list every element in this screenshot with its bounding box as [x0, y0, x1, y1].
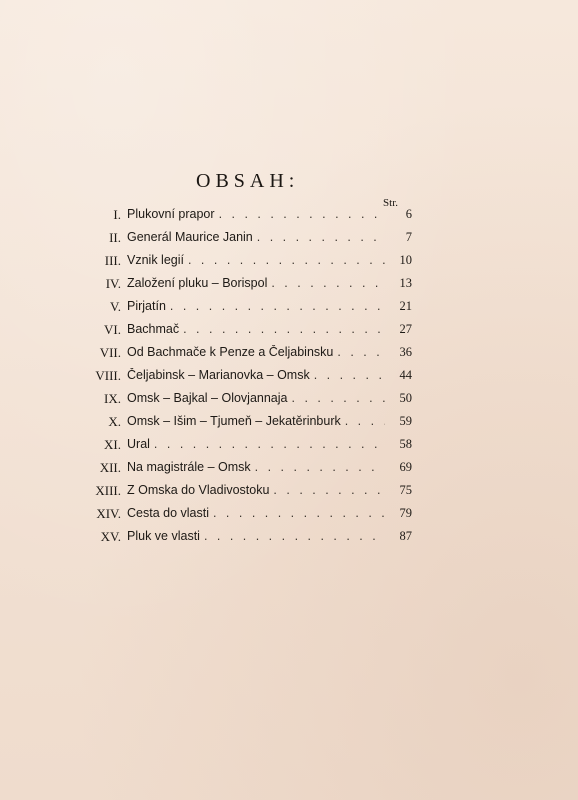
toc-entry [0, 414, 578, 436]
entry-number: III. [104, 253, 121, 268]
entry-title: Bachmač [127, 322, 180, 336]
entry-number: IX. [104, 391, 121, 406]
toc-entry [0, 368, 578, 390]
entry-page: 21 [399, 299, 412, 313]
entry-number: VII. [99, 345, 121, 360]
entry-number: V. [110, 299, 121, 314]
entry-line [127, 207, 385, 221]
toc-entry [0, 391, 578, 413]
dot-leader [257, 230, 385, 244]
entry-number: XIV. [96, 506, 121, 521]
entry-page: 44 [399, 368, 412, 382]
toc-entry [0, 230, 578, 252]
entry-number: XV. [100, 529, 121, 544]
entry-title: Na magistrále – Omsk [127, 460, 251, 474]
entry-title: Plukovní prapor [127, 207, 215, 221]
dot-leader [213, 506, 385, 520]
entry-title: Pluk ve vlasti [127, 529, 200, 543]
entry-title: Generál Maurice Janin [127, 230, 253, 244]
entry-line [127, 299, 385, 313]
entry-line [127, 506, 385, 520]
entry-page: 79 [399, 506, 412, 520]
entry-line [127, 391, 385, 405]
page-column-label: Str. [383, 197, 398, 209]
entry-number: XII. [99, 460, 121, 475]
entry-page: 87 [399, 529, 412, 543]
entry-title: Z Omska do Vladivostoku [127, 483, 270, 497]
toc-entry [0, 299, 578, 321]
entry-number: X. [108, 414, 121, 429]
dot-leader [255, 460, 385, 474]
entry-title: Založení pluku – Borispol [127, 276, 268, 290]
toc-entry [0, 207, 578, 229]
entry-title: Čeljabinsk – Marianovka – Omsk [127, 368, 310, 382]
dot-leader [204, 529, 385, 543]
toc-entry [0, 529, 578, 551]
dot-leader [219, 207, 385, 221]
entry-page: 7 [405, 230, 412, 244]
entry-page: 75 [399, 483, 412, 497]
toc-entry [0, 322, 578, 344]
toc-entry [0, 506, 578, 528]
entry-line [127, 253, 385, 267]
entry-title: Omsk – Bajkal – Olovjannaja [127, 391, 288, 405]
entry-page: 50 [399, 391, 412, 405]
entry-line [127, 414, 385, 428]
dot-leader [188, 253, 385, 267]
entry-title: Omsk – Išim – Tjumeň – Jekatěrinburk [127, 414, 341, 428]
dot-leader [273, 483, 385, 497]
dot-leader [154, 437, 385, 451]
dot-leader [314, 368, 385, 382]
entry-page: 69 [399, 460, 412, 474]
entry-line [127, 368, 385, 382]
entry-line [127, 322, 385, 336]
entry-number: VI. [104, 322, 121, 337]
entry-line [127, 483, 385, 497]
entry-title: Cesta do vlasti [127, 506, 209, 520]
toc-entry [0, 437, 578, 459]
entry-page: 27 [399, 322, 412, 336]
entry-line [127, 276, 385, 290]
entry-page: 6 [405, 207, 412, 221]
dot-leader [345, 414, 385, 428]
toc-entry [0, 460, 578, 482]
entry-line [127, 529, 385, 543]
dot-leader [183, 322, 385, 336]
entry-page: 58 [399, 437, 412, 451]
dot-leader [170, 299, 385, 313]
entry-title: Pirjatín [127, 299, 166, 313]
entry-number: IV. [105, 276, 121, 291]
entry-page: 13 [399, 276, 412, 290]
entry-line [127, 345, 385, 359]
entry-title: Vznik legií [127, 253, 184, 267]
entry-number: XI. [104, 437, 121, 452]
dot-leader [271, 276, 385, 290]
toc-entry [0, 276, 578, 298]
dot-leader [292, 391, 386, 405]
entry-title: Ural [127, 437, 150, 451]
entry-page: 10 [399, 253, 412, 267]
toc-entry [0, 483, 578, 505]
page-title: OBSAH: [196, 170, 300, 192]
entry-line [127, 437, 385, 451]
toc-entry [0, 345, 578, 367]
toc-entry [0, 253, 578, 275]
entry-title: Od Bachmače k Penze a Čeljabinsku [127, 345, 334, 359]
entry-page: 36 [399, 345, 412, 359]
entry-number: XIII. [95, 483, 121, 498]
entry-line [127, 230, 385, 244]
entry-number: II. [109, 230, 121, 245]
entry-number: VIII. [95, 368, 121, 383]
entry-number: I. [113, 207, 121, 222]
entry-line [127, 460, 385, 474]
dot-leader [337, 345, 385, 359]
entry-page: 59 [399, 414, 412, 428]
